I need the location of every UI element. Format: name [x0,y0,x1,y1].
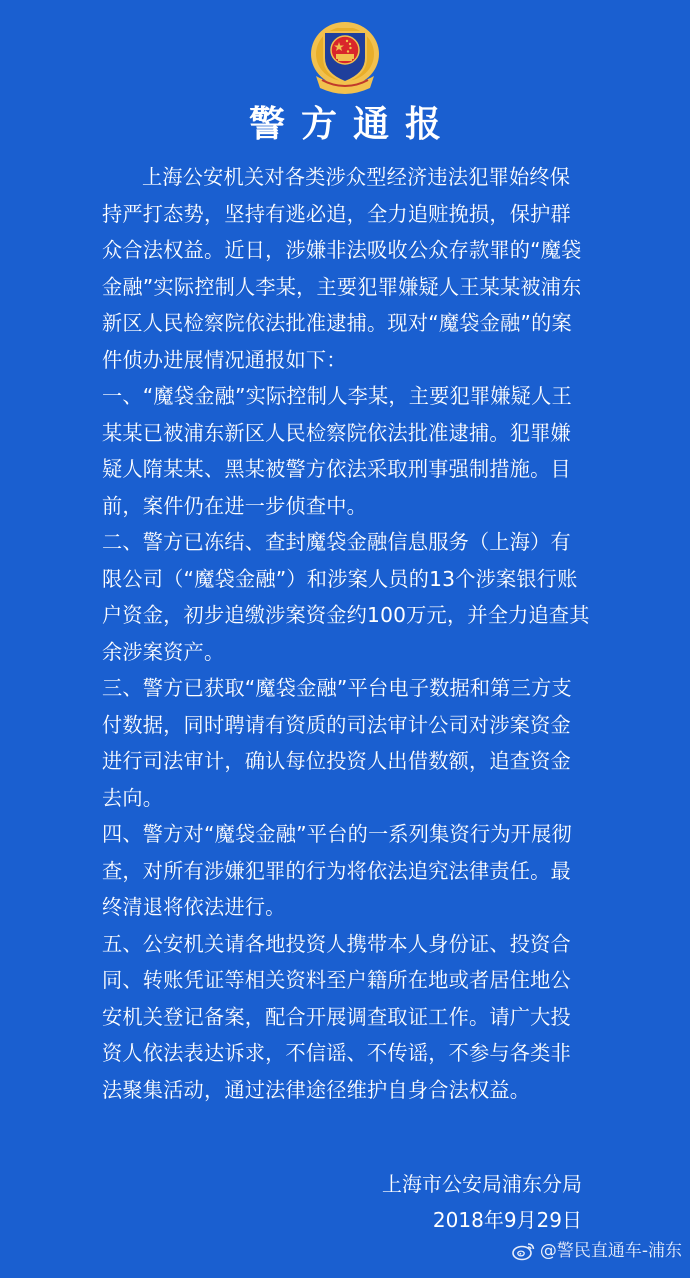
signature-org: 上海市公安局浦东分局 [382,1172,582,1196]
notice-item-2: 二、警方已冻结、查封魔袋金融信息服务（上海）有限公司（“魔袋金融”）和涉案人员的13个涉案银行账户资金，初步追缴涉案资金约100万元，并全力追查其余涉案资产。 [102,530,590,664]
watermark-text: @警民直通车-浦东 [539,1241,682,1261]
notice-item-3: 三、警方已获取“魔袋金融”平台电子数据和第三方支付数据，同时聘请有资质的司法审计公司对涉案资金进行司法审计，确认每位投资人出借数额，追查资金去向。 [102,676,572,810]
weibo-icon [512,1241,536,1261]
notice-item-1: 一、“魔袋金融”实际控制人李某，主要犯罪嫌疑人王某某已被浦东新区人民检察院依法批准逮捕。犯罪嫌疑人隋某某、黑某被警方依法采取刑事强制措施。目前，案件仍在进一步侦查中。 [102,384,572,518]
notice-item-5: 五、公安机关请各地投资人携带本人身份证、投资合同、转账凭证等相关资料至户籍所在地或者居住地公安机关登记备案，配合开展调查取证工作。请广大投资人依法表达诉求，不信谣、不传谣，不参与各类非法聚集活动，通过法律途径维护自身合法权益。 [102,931,571,1102]
notice-item-4: 四、警方对“魔袋金融”平台的一系列集资行为开展彻查，对所有涉嫌犯罪的行为将依法追究法律责任。最终清退将依法进行。 [102,822,572,919]
police-emblem-icon [302,14,388,100]
watermark [512,1238,682,1264]
intro-paragraph: 上海公安机关对各类涉众型经济违法犯罪始终保持严打态势，坚持有逃必追，全力追赃挽损，保护群众合法权益。近日，涉嫌非法吸收公众存款罪的“魔袋金融”实际控制人李某，主要犯罪嫌疑人王某某被浦东新区人民检察院依法批准逮捕。现对“魔袋金融”的案件侦办进展情况通报如下： [102,165,582,372]
notice-body [102,159,590,1108]
signature-date: 2018年9月29日 [432,1208,582,1232]
page-title: 警方通报 [248,104,457,145]
signature-block [382,1166,582,1238]
